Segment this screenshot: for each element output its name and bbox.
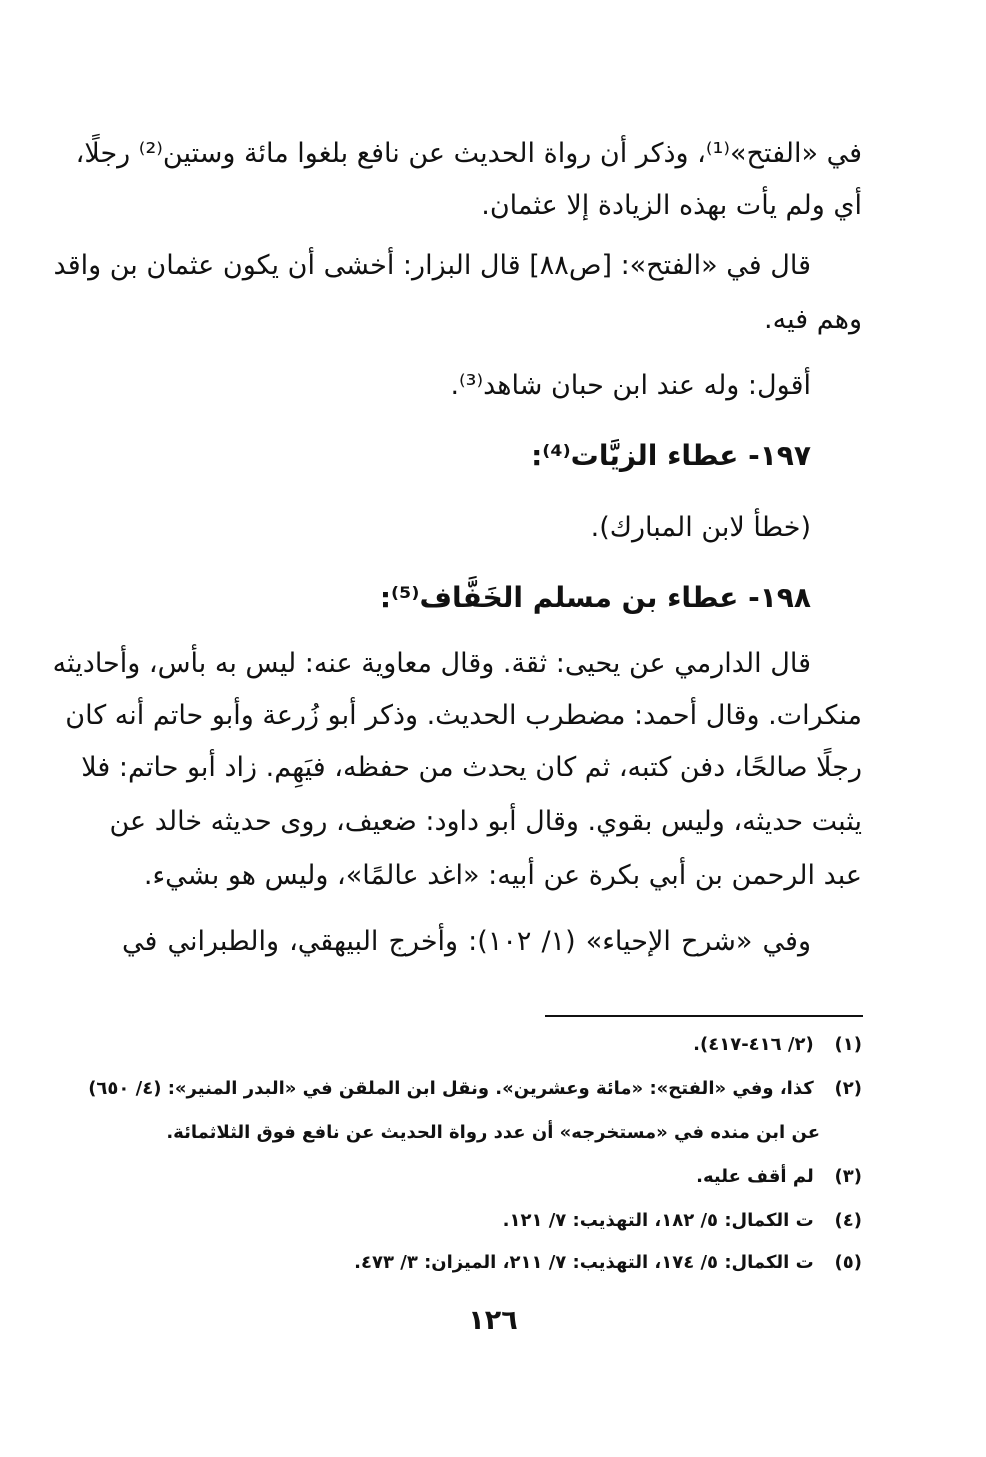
text-line: وهم فيه. [764,304,862,335]
footnote-number: (٥) [834,1252,862,1273]
footnote-5 [122,1248,862,1278]
footnote-number: (٢) [834,1078,862,1099]
entry-heading-198: ١٩٨- عطاء بن مسلم الخَفَّاف⁽⁵⁾: [379,581,811,614]
text-line: في «الفتح»⁽¹⁾، وذكر أن رواة الحديث عن نافع بلغوا مائة وستين⁽²⁾ رجلًا، [75,138,862,169]
footnote-1 [122,1030,862,1060]
text-line: أي ولم يأت بهذه الزيادة إلا عثمان. [481,190,862,221]
text-line: عبد الرحمن بن أبي بكرة عن أبيه: «اغد عالمًا»، وليس هو بشيء. [143,860,862,891]
footnote-text: (٢/ ٤١٦-٤١٧). [693,1034,814,1055]
text-line: (خطأ لابن المبارك). [590,512,811,543]
text-line: رجلًا صالحًا، دفن كتبه، ثم كان يحدث من حفظه، فيَهِم. زاد أبو حاتم: فلا [81,752,862,783]
footnote-text: ت الكمال: ٥/ ١٨٢، التهذيب: ٧/ ١٢١. [502,1210,814,1231]
text-line: قال في «الفتح»: [ص٨٨] قال البزار: أخشى أن يكون عثمان بن واقد [53,250,811,281]
footnote-number: (١) [834,1034,862,1055]
text-line: قال الدارمي عن يحيى: ثقة. وقال معاوية عنه: ليس به بأس، وأحاديثه [52,648,811,679]
entry-heading-197: ١٩٧- عطاء الزيَّات⁽⁴⁾: [531,439,811,472]
text-line: منكرات. وقال أحمد: مضطرب الحديث. وذكر أبو زُرعة وأبو حاتم أنه كان [65,700,862,731]
footnote-text: كذا، وفي «الفتح»: «مائة وعشرين». ونقل ابن الملقن في «البدر المنير»: (٤/ ٦٥٠) [88,1078,814,1099]
footnote-text: لم أقف عليه. [696,1166,814,1187]
footnote-divider [545,1015,863,1017]
footnote-3 [122,1162,862,1192]
footnote-2 [88,1074,862,1104]
footnote-number: (٣) [834,1166,862,1187]
footnote-2-continued [122,1118,820,1148]
text-line: يثبت حديثه، وليس بقوي. وقال أبو داود: ضعيف، روى حديثه خالد عن [109,806,862,837]
page-number: ١٢٦ [468,1305,518,1336]
text-line: وفي «شرح الإحياء» (١/ ١٠٢): وأخرج البيهقي، والطبراني في [122,926,811,957]
footnote-4 [122,1206,862,1236]
footnote-text: ت الكمال: ٥/ ١٧٤، التهذيب: ٧/ ٢١١، الميزان: ٣/ ٤٧٣. [354,1252,814,1273]
footnote-text: عن ابن منده في «مستخرجه» أن عدد رواة الحديث عن نافع فوق الثلاثمائة. [166,1122,820,1143]
text-line: أقول: وله عند ابن حبان شاهد⁽³⁾. [450,370,811,401]
footnote-number: (٤) [834,1210,862,1231]
